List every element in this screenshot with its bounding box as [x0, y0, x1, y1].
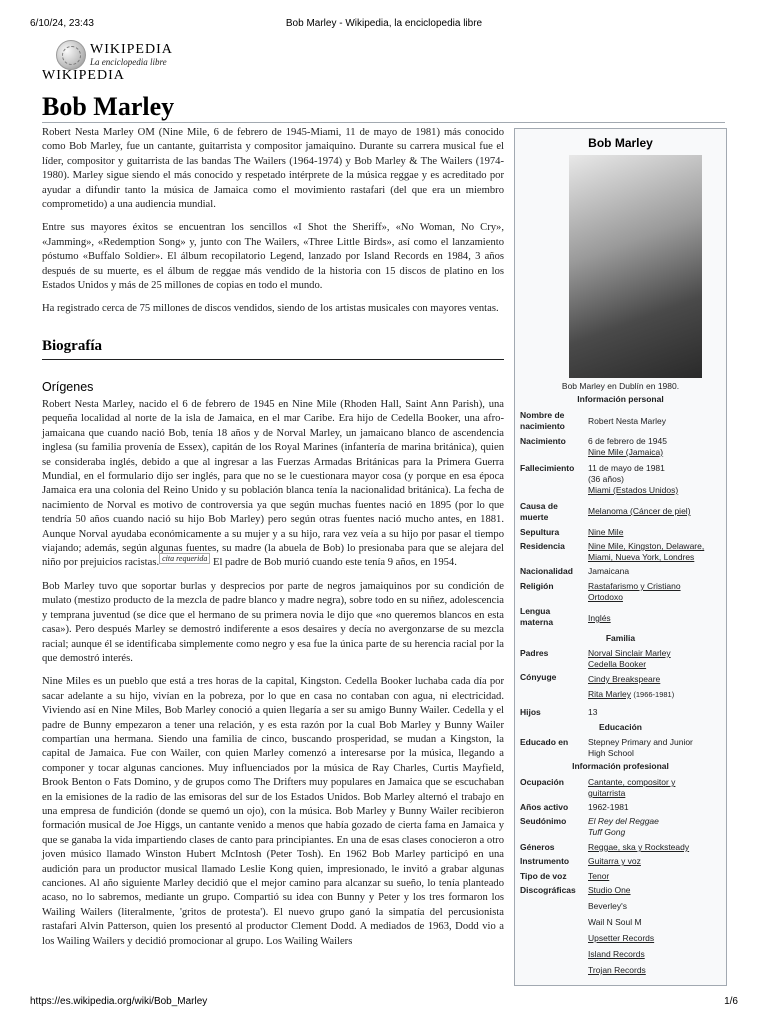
infobox-label: Seudónimo — [520, 816, 567, 826]
infobox-value: 1962-1981 — [588, 802, 629, 812]
infobox-label: Lengua materna — [520, 606, 554, 627]
infobox-link[interactable]: Nine Mile (Jamaica) — [588, 447, 664, 457]
globe-icon — [56, 40, 86, 70]
infobox-label: Años activo — [520, 802, 569, 812]
infobox-label: Religión — [520, 581, 554, 591]
infobox-link[interactable]: Trojan Records — [588, 965, 646, 975]
print-page-number: 1/6 — [724, 996, 738, 1007]
infobox-link[interactable]: Inglés — [588, 613, 611, 623]
infobox-caption: Bob Marley en Dublín en 1980. — [561, 381, 680, 391]
infobox-value-years: (1966-1981) — [633, 690, 675, 699]
biography-paragraph-1-text: Robert Nesta Marley, nacido el 6 de febrero de 1945 en Nine Mile (Rhoden Hall, Saint Ann Parish), una pequeña localidad al norte de la isla de Jamaica, en el mar Caribe. Era hijo de Cedella Booker, una afro-jamaicana que cuando nació Bob, tenía 18 años y de Norval Marley, un jamaicano blanco de ascendencia inglesa (su familia provenía de Essex), capitán de los Royal Marines (infantería de marina británica), quien se consideraba inglés, debido a que al ingresar a las Fuerzas Armadas Británicas para la Primera Guerra Mundial, en el formulario dijo ser inglés, para que no se le cuestionara mayor cosa (y porque en esa época Jamaica era una colonia del Reino Unido y su población blanca tenía la nacionalidad británica). La fecha de nacimiento de Norval es motivo de controversia ya que según muchas fuentes nació en 1895 (por lo que tendría 50 años cuando nació su hijo Bob Marley) pero según otras fuentes nació mucho antes, en 1881. Aunque Norval ayudaba económicamente a su mujer y a su hijo, rara vez veía a su hijo por pasar el tiempo viajando; además, según algunas fuentes, su madre (la abuela de Bob) lo presionaba para que se alejara del niño por prejuicios racistas. — [42, 399, 504, 569]
infobox-link[interactable]: Cedella Booker — [588, 659, 647, 669]
infobox-link[interactable]: Reggae, ska y Rocksteady — [588, 842, 690, 852]
infobox-link[interactable]: Studio One — [588, 885, 631, 895]
biography-paragraph-1 — [42, 398, 504, 571]
infobox-value: Jamaicana — [588, 566, 630, 576]
infobox-photo[interactable] — [569, 155, 702, 378]
infobox-label: Causa de muerte — [520, 501, 558, 522]
subsection-heading-origenes: Orígenes — [42, 380, 94, 394]
wikipedia-logo[interactable] — [56, 40, 176, 70]
infobox-link[interactable]: Cantante, compositor y — [588, 777, 676, 787]
infobox-link[interactable]: Upsetter Records — [588, 933, 655, 943]
logo-wordmark: WIKIPEDIA — [90, 42, 173, 57]
print-title: Bob Marley - Wikipedia, la enciclopedia libre — [285, 18, 483, 29]
infobox-section-professional: Información profesional — [572, 761, 669, 771]
section-heading-biografia: Biografía — [42, 338, 102, 354]
infobox-value: 13 — [588, 707, 598, 717]
infobox-label: Discográficas — [520, 885, 576, 895]
infobox-value: Tuff Gong — [588, 827, 626, 837]
infobox-value: Beverley's — [588, 901, 627, 911]
logo-tagline: La enciclopedia libre — [90, 57, 167, 67]
infobox-link[interactable]: Rita Marley — [588, 689, 631, 699]
section-divider — [42, 359, 504, 360]
infobox-value: 11 de mayo de 1981 — [588, 463, 665, 473]
infobox-link[interactable]: Rastafarismo y Cristiano — [588, 581, 681, 591]
infobox-section-personal: Información personal — [577, 394, 664, 404]
biography-paragraph-2: Bob Marley tuvo que soportar burlas y desprecios por parte de negros jamaiquinos por su condición de mulato (mestizo producto de la mezcla de padre blanco y madre negra), sobre todo en su niñez, adolescencia y temprana juventud (se dice que el hermano de su primera novia le dijo que «no queremos blancos en esta casa»). Pero después Marley se demostró indiferente a esos desaires y decía no avergonzarse de su mezcla racial; aunque él se identificaba simplemente como negro y esa fue la única parte de su herencia racial por la que demostró interés. — [42, 580, 504, 664]
biography-paragraph-1-end: El padre de Bob murió cuando este tenía 9 años, en 1954. — [210, 557, 457, 569]
infobox-label: Fallecimiento — [520, 463, 575, 473]
infobox-value: Wail N Soul M — [588, 917, 642, 927]
infobox-link[interactable]: Nine Mile — [588, 527, 624, 537]
infobox-label: Padres — [520, 648, 549, 658]
infobox-label: Residencia — [520, 541, 565, 551]
print-date: 6/10/24, 23:43 — [30, 18, 94, 29]
infobox-link[interactable]: Melanoma (Cáncer de piel) — [588, 506, 691, 516]
infobox-link[interactable]: Island Records — [588, 949, 645, 959]
infobox-label: Nombre de nacimiento — [520, 410, 565, 431]
infobox-link[interactable]: Cindy Breakspeare — [588, 674, 661, 684]
infobox-label: Sepultura — [520, 527, 560, 537]
article-intro — [42, 126, 504, 326]
infobox-link[interactable]: Ortodoxo — [588, 592, 623, 602]
infobox-label: Géneros — [520, 842, 555, 852]
infobox-value: El Rey del Reggae — [588, 816, 659, 826]
intro-paragraph-3: Ha registrado cerca de 75 millones de discos vendidos, siendo de los artistas musicales con mayores ventas. — [42, 303, 499, 315]
infobox-value: 6 de febrero de 1945 — [588, 436, 667, 446]
logo-wordmark-secondary[interactable]: WIKIPEDIA — [42, 68, 125, 83]
infobox-link[interactable]: Norval Sinclair Marley — [588, 648, 671, 658]
infobox-section-family: Familia — [605, 633, 636, 643]
infobox-value-row — [588, 689, 722, 700]
print-url[interactable]: https://es.wikipedia.org/wiki/Bob_Marley — [30, 996, 208, 1007]
infobox-title: Bob Marley — [588, 136, 653, 150]
infobox-label: Cónyuge — [520, 672, 557, 682]
infobox-link[interactable]: Guitarra y voz — [588, 856, 641, 866]
infobox-link[interactable]: Miami, Nueva York, Londres — [588, 552, 695, 562]
infobox-link[interactable]: Nine Mile, Kingston, Delaware, — [588, 541, 705, 551]
infobox-label: Tipo de voz — [520, 871, 567, 881]
infobox-link[interactable]: guitarrista — [588, 788, 626, 798]
infobox-value: Robert Nesta Marley — [588, 416, 666, 426]
infobox-section-education: Educación — [599, 722, 642, 732]
infobox-label: Instrumento — [520, 856, 570, 866]
infobox-value: High School — [588, 748, 634, 758]
infobox-value: Stepney Primary and Junior — [588, 737, 693, 747]
infobox-link[interactable]: Tenor — [588, 871, 610, 881]
intro-paragraph-2: Entre sus mayores éxitos se encuentran los sencillos «I Shot the Sheriff», «No Woman, No Cry», «Jamming», «Redemption Song» y, junto con The Wailers, «Three Little Birds», así como el lanzamiento póstumo «Buffalo Soldier». El álbum recopilatorio Legend, lanzado por Island Records en 1984, 3 años después de su muerte, es el álbum de reggae más vendido de la historia con 15 discos de platino en los Estados Unidos y más de 25 millones de copias en todo el mundo. — [42, 222, 504, 292]
biography-paragraph-3: Nine Miles es un pueblo que está a tres horas de la capital, Kingston. Cedella Booker luchaba cada día por sacar adelante a su hijo, vivían en la pobreza, por lo que en casa no contaban con agua, ni electricidad. Viviendo así en Nine Miles, Bob Marley conoció a quien llegaría a ser su amigo Bunny Wailer. Cedella y el padre de Bunny empezaron a tener una relación, y es esta razón por la cual Bob Marley y Bunny Wailer compartían una hermana. Siendo una familia de cinco, buscando prosperidad, se mudan a Kingston, la capital de Jamaica. Fue con Wailer, con quien Marley comenzó a interesarse por la música, llegando a componer y tocar algunas canciones. Muy influenciados por la música de Ray Charles, Curtis Mayfield, Brook Benton o Fats Domino, y de grupos como The Drifters muy populares en Jamaica que se escuchaban en la emisiones de la radio de las emisoras del sur de los Estados Unidos. Bob Marley alternó el trabajo en una empresa de fundición (donde se quemó un ojo), con la música. Bob Marley y Bunny Wailer recibieron formación musical de Joe Higgs, un cantante venido a menos que había gozado de cierta fama en Jamaica y que se ganaba la vida impartiendo clases de canto para principiantes. En una de esas clases conocieron a otro joven músico llamado Winston Hubert McIntosh (Peter Tosh). En 1962 Bob Marley participó en una audición para un productor musical llamado Leslie Kong quien, impresionado, le invitó a grabar algunas canciones. Al año siguiente Marley decidió que el mejor camino para alcanzar su sueño, lo tenía planteado acaso, no lo sabremos, mediante un grupo. Compartió su idea con Bunny y Peter y los tres formaron los Wailing Wailers (literalmente, 'gritos de protesta'). El nuevo grupo ganó la simpatía del percusionista rastafari Alvin Patterson, quien los presentó al productor Clement Dodd. A mediados de 1963, Dodd vio a los Wailing Wailers y decidió promocionar al grupo. Los Wailing Wailers — [42, 676, 504, 947]
citation-needed-tag[interactable]: cita requerida — [159, 553, 210, 564]
infobox-label: Nacionalidad — [520, 566, 573, 576]
infobox-label: Educado en — [520, 737, 569, 747]
article-biography — [42, 398, 504, 958]
title-divider — [42, 122, 725, 123]
infobox-link[interactable]: Miami (Estados Unidos) — [588, 485, 679, 495]
intro-paragraph-1: Robert Nesta Marley OM (Nine Mile, 6 de febrero de 1945-Miami, 11 de mayo de 1981) más conocido como Bob Marley, fue un cantante, guitarrista y compositor jamaiquino. Durante su carrera musical fue el líder, compositor y guitarrista de las bandas The Wailers (1964-1974) y Bob Marley & The Wailers (1974-1980). Marley sigue siendo el más conocido y respetado intérprete de la música reggae y es acreditado por ayudar a difundir tanto la música de Jamaica como el movimiento rastafari (del que era un miembro comprometido) a una audiencia mundial. — [42, 127, 504, 211]
infobox-label: Ocupación — [520, 777, 564, 787]
infobox-value: (36 años) — [588, 474, 624, 484]
page-title: Bob Marley — [42, 92, 175, 121]
infobox — [514, 128, 727, 986]
infobox-label: Nacimiento — [520, 436, 566, 446]
infobox-label: Hijos — [520, 707, 541, 717]
